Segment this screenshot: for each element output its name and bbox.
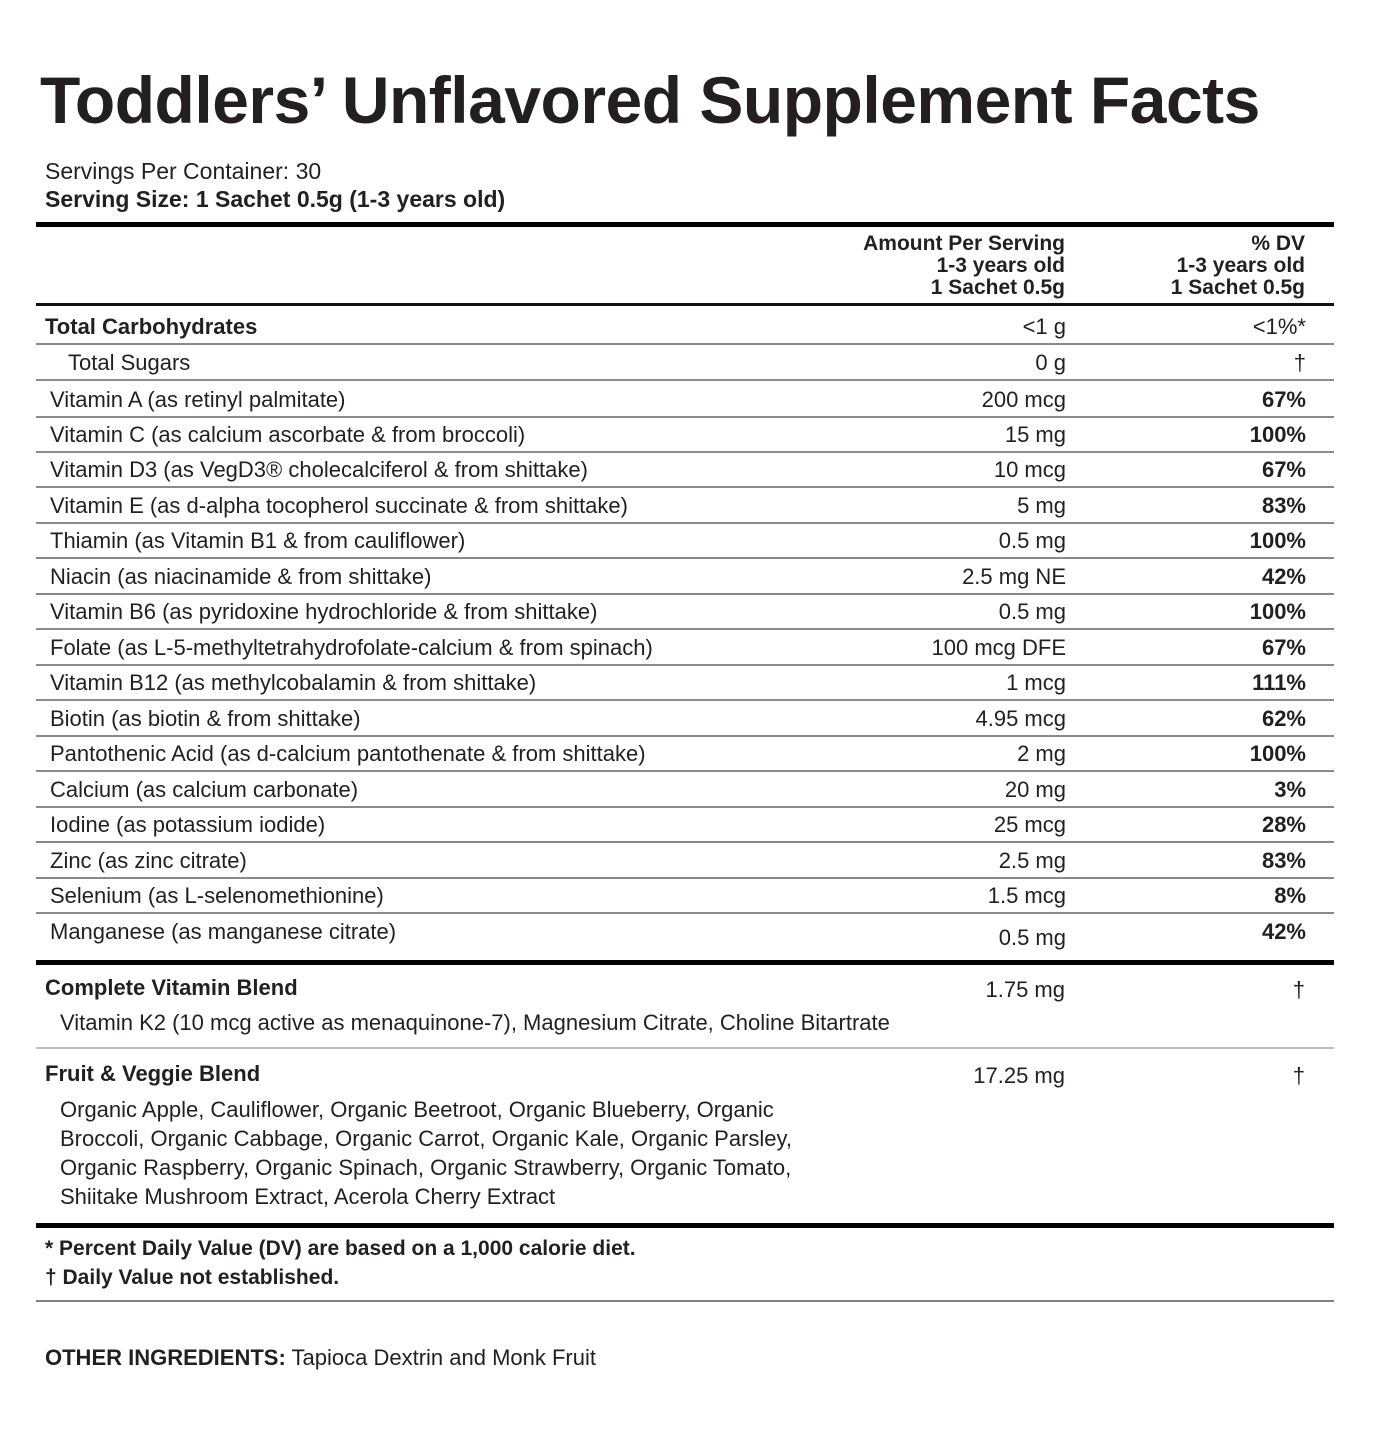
blend-dv: †: [1292, 977, 1305, 1002]
amount-column-header: [863, 233, 1065, 299]
nutrient-dv: 8%: [1274, 883, 1306, 908]
table-row: [36, 383, 1334, 418]
nutrient-dv: 42%: [1261, 564, 1306, 589]
nutrient-name: Calcium (as calcium carbonate): [50, 777, 359, 802]
dv-header-line: 1 Sachet 0.5g: [1170, 276, 1305, 299]
table-row: [36, 773, 1334, 808]
table-row: [36, 489, 1334, 524]
table-row: [36, 631, 1334, 666]
nutrient-amount: 0 g: [1035, 350, 1066, 375]
table-row: [36, 879, 1334, 914]
nutrient-name: Folate (as L-5-methyltetrahydrofolate-calcium & from spinach): [50, 635, 653, 660]
table-row: [36, 524, 1334, 559]
dv-header-line: % DV: [1251, 232, 1305, 255]
servings-per-container: Servings Per Container: 30: [45, 158, 322, 184]
nutrient-name: Vitamin B12 (as methylcobalamin & from shittake): [50, 670, 537, 695]
other-ingredients-value: Tapioca Dextrin and Monk Fruit: [291, 1345, 596, 1370]
blend-ingredients: [60, 1008, 890, 1037]
table-row: [36, 418, 1334, 453]
row-divider: [36, 628, 1334, 630]
nutrient-amount: 5 mg: [1017, 493, 1066, 518]
nutrient-name: Vitamin C (as calcium ascorbate & from broccoli): [50, 422, 526, 447]
nutrient-dv: 62%: [1261, 706, 1306, 731]
nutrient-amount: 2 mg: [1017, 741, 1066, 766]
row-divider: [36, 841, 1334, 843]
nutrient-dv: 67%: [1261, 635, 1306, 660]
nutrient-name: Vitamin D3 (as VegD3® cholecalciferol & from shittake): [50, 457, 588, 482]
row-divider: [36, 770, 1334, 772]
blend-amount: 17.25 mg: [973, 1063, 1065, 1088]
nutrient-dv: 83%: [1261, 493, 1306, 518]
table-row: [36, 915, 1334, 950]
nutrient-dv: 3%: [1274, 777, 1306, 802]
nutrient-amount: 0.5 mg: [998, 599, 1066, 624]
row-divider: [36, 486, 1334, 488]
nutrient-dv: 67%: [1261, 457, 1306, 482]
table-row: [36, 346, 1334, 381]
footnote-dv: * Percent Daily Value (DV) are based on a 1,000 calorie diet.: [45, 1237, 636, 1260]
nutrient-dv: 100%: [1249, 422, 1306, 447]
nutrient-name: Total Carbohydrates: [45, 314, 258, 339]
footnote-divider: [36, 1223, 1334, 1228]
amount-header-line: 1-3 years old: [936, 254, 1065, 277]
table-row: [36, 666, 1334, 701]
nutrient-amount: 2.5 mg NE: [962, 564, 1066, 589]
page-title: Toddlers’ Unflavored Supplement Facts: [40, 63, 1260, 137]
table-row: [36, 560, 1334, 595]
other-ingredients: [45, 1345, 596, 1371]
nutrient-name: Vitamin B6 (as pyridoxine hydrochloride & from shittake): [50, 599, 598, 624]
blend-dv: †: [1292, 1063, 1305, 1088]
table-row: [36, 844, 1334, 879]
blend-ingredients-line: Organic Apple, Cauliflower, Organic Beetroot, Organic Blueberry, Organic: [60, 1097, 774, 1122]
nutrient-dv: 42%: [1261, 919, 1306, 944]
row-divider: [36, 699, 1334, 701]
nutrient-name: Vitamin A (as retinyl palmitate): [50, 387, 346, 412]
dv-column-header: [1171, 233, 1305, 299]
nutrient-amount: 0.5 mg: [998, 925, 1066, 950]
nutrient-name: Thiamin (as Vitamin B1 & from cauliflower): [50, 528, 466, 553]
blend-name: Fruit & Veggie Blend: [45, 1061, 261, 1086]
nutrient-amount: <1 g: [1022, 314, 1066, 339]
nutrient-dv: †: [1293, 350, 1306, 375]
nutrient-name: Iodine (as potassium iodide): [50, 812, 326, 837]
blend-amount: 1.75 mg: [985, 977, 1065, 1002]
table-row: [36, 310, 1334, 345]
bottom-divider: [36, 1300, 1334, 1302]
blend-ingredients: [60, 1095, 792, 1211]
nutrient-name: Selenium (as L-selenomethionine): [50, 883, 384, 908]
blend-separator: [36, 1047, 1334, 1049]
blend-divider: [36, 960, 1334, 965]
other-ingredients-label: OTHER INGREDIENTS:: [45, 1345, 286, 1370]
nutrient-dv: 111%: [1252, 670, 1306, 695]
nutrient-amount: 100 mcg DFE: [931, 635, 1066, 660]
nutrient-name: Vitamin E (as d-alpha tocopherol succinate & from shittake): [50, 493, 628, 518]
nutrient-dv: 100%: [1249, 528, 1306, 553]
nutrient-dv: 100%: [1249, 741, 1306, 766]
blend-ingredients-line: Vitamin K2 (10 mcg active as menaquinone-7), Magnesium Citrate, Choline Bitartrate: [60, 1010, 890, 1035]
header-divider: [36, 303, 1334, 306]
row-divider: [36, 343, 1334, 345]
nutrient-amount: 15 mg: [1004, 422, 1066, 447]
row-divider: [36, 379, 1334, 381]
blend-name: Complete Vitamin Blend: [45, 975, 298, 1000]
serving-size: Serving Size: 1 Sachet 0.5g (1-3 years old): [45, 186, 506, 212]
nutrient-amount: 10 mcg: [993, 457, 1066, 482]
nutrient-amount: 1 mcg: [1006, 670, 1066, 695]
row-divider: [36, 912, 1334, 914]
nutrient-name: Total Sugars: [68, 350, 191, 375]
nutrient-amount: 2.5 mg: [998, 848, 1066, 873]
table-row: [36, 702, 1334, 737]
amount-header-line: Amount Per Serving: [863, 232, 1065, 255]
nutrient-name: Niacin (as niacinamide & from shittake): [50, 564, 432, 589]
footnote-not-established: † Daily Value not established.: [45, 1266, 340, 1289]
nutrient-amount: 20 mg: [1004, 777, 1066, 802]
table-row: [36, 595, 1334, 630]
table-row: [36, 808, 1334, 843]
amount-header-line: 1 Sachet 0.5g: [930, 276, 1065, 299]
nutrient-name: Biotin (as biotin & from shittake): [50, 706, 361, 731]
nutrient-dv: 83%: [1261, 848, 1306, 873]
nutrient-name: Pantothenic Acid (as d-calcium pantothenate & from shittake): [50, 741, 646, 766]
nutrient-amount: 200 mcg: [981, 387, 1066, 412]
nutrient-amount: 4.95 mcg: [975, 706, 1066, 731]
nutrient-dv: 28%: [1261, 812, 1306, 837]
blend-ingredients-line: Broccoli, Organic Cabbage, Organic Carrot, Organic Kale, Organic Parsley,: [60, 1126, 793, 1151]
table-row: [36, 453, 1334, 488]
nutrient-name: Zinc (as zinc citrate): [50, 848, 247, 873]
nutrient-dv: 67%: [1261, 387, 1306, 412]
nutrient-dv: 100%: [1249, 599, 1306, 624]
blend-ingredients-line: Shiitake Mushroom Extract, Acerola Cherry Extract: [60, 1184, 556, 1209]
nutrient-name: Manganese (as manganese citrate): [50, 919, 397, 944]
row-divider: [36, 557, 1334, 559]
nutrient-amount: 25 mcg: [993, 812, 1066, 837]
table-row: [36, 737, 1334, 772]
nutrient-dv: <1%*: [1252, 314, 1306, 339]
nutrient-amount: 0.5 mg: [998, 528, 1066, 553]
nutrient-amount: 1.5 mcg: [987, 883, 1066, 908]
blend-ingredients-line: Organic Raspberry, Organic Spinach, Organic Strawberry, Organic Tomato,: [60, 1155, 792, 1180]
top-divider: [36, 222, 1334, 227]
dv-header-line: 1-3 years old: [1176, 254, 1305, 277]
